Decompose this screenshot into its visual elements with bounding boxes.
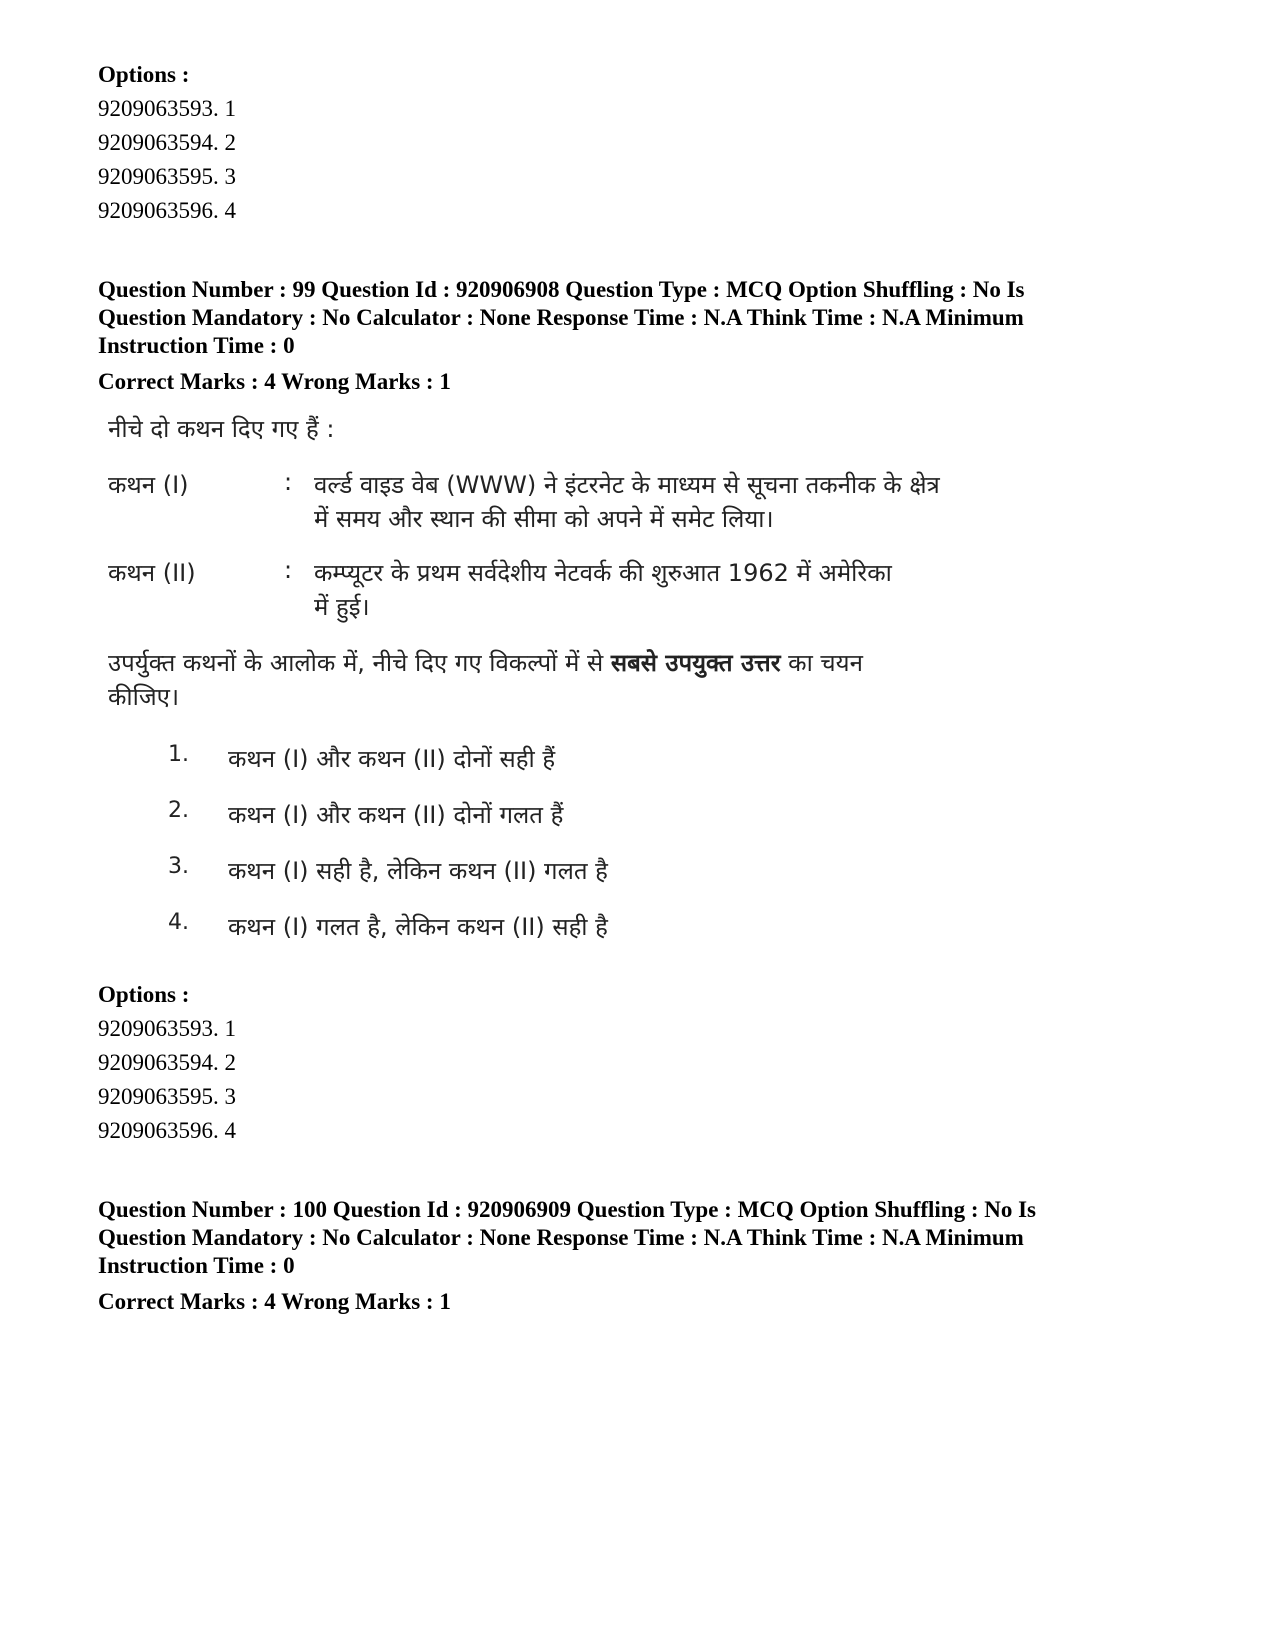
statement-colon: :	[284, 468, 293, 496]
choice-text: कथन (I) गलत है, लेकिन कथन (II) सही है	[228, 913, 608, 941]
answer-choice	[108, 798, 1008, 838]
question-99-header	[98, 276, 1178, 396]
question-header-line: Question Number : 100 Question Id : 920906909 Question Type : MCQ Option Shuffling : No Is	[98, 1197, 1037, 1222]
choice-text: कथन (I) सही है, लेकिन कथन (II) गलत है	[228, 857, 608, 885]
statement-text	[314, 556, 1004, 624]
answer-choice	[108, 910, 1008, 950]
marks-line: Correct Marks : 4 Wrong Marks : 1	[98, 1289, 451, 1314]
option-line: 9209063593. 1	[98, 1016, 236, 1041]
question-instruction	[108, 646, 1008, 714]
choice-number: 1.	[168, 742, 189, 767]
option-line: 9209063595. 3	[98, 1084, 236, 1109]
choice-text: कथन (I) और कथन (II) दोनों गलत हैं	[228, 801, 564, 829]
question-header-line: Question Mandatory : No Calculator : None Response Time : N.A Think Time : N.A Minimum	[98, 1225, 1024, 1250]
statement-1	[108, 468, 1008, 538]
instruction-line	[108, 646, 1008, 680]
statement-2	[108, 556, 1008, 626]
statement-text-line: में समय और स्थान की सीमा को अपने में समेट लिया।	[314, 505, 774, 533]
question-header-line: Question Number : 99 Question Id : 920906908 Question Type : MCQ Option Shuffling : No Is	[98, 277, 1025, 302]
question-99-body	[108, 412, 1008, 952]
statement-label: कथन (II)	[108, 559, 196, 587]
answer-choice	[108, 742, 1008, 782]
question-header-line: Instruction Time : 0	[98, 1253, 295, 1278]
statement-text-line: में हुई।	[314, 593, 370, 621]
statement-text-line: वर्ल्ड वाइड वेब (WWW) ने इंटरनेट के माध्यम से सूचना तकनीक के क्षेत्र	[314, 471, 940, 499]
choice-number: 4.	[168, 910, 189, 935]
question-100-header	[98, 1196, 1178, 1316]
statement-text	[314, 468, 1004, 536]
options-title: Options :	[98, 982, 190, 1007]
instruction-line: कीजिए।	[108, 683, 180, 711]
choice-number: 2.	[168, 798, 189, 823]
instruction-emphasis: सबसे उपयुक्त उत्तर	[610, 649, 781, 677]
choice-number: 3.	[168, 854, 189, 879]
question-header-line: Question Mandatory : No Calculator : None Response Time : N.A Think Time : N.A Minimum	[98, 305, 1024, 330]
option-line: 9209063594. 2	[98, 1050, 236, 1075]
options-block-top	[98, 58, 1178, 228]
option-line: 9209063594. 2	[98, 130, 236, 155]
question-header-line: Instruction Time : 0	[98, 333, 295, 358]
statement-colon: :	[284, 556, 293, 584]
choice-text: कथन (I) और कथन (II) दोनों सही हैं	[228, 745, 556, 773]
question-intro: नीचे दो कथन दिए गए हैं :	[108, 415, 335, 443]
instruction-text: का चयन	[780, 649, 863, 677]
answer-choice	[108, 854, 1008, 894]
marks-line: Correct Marks : 4 Wrong Marks : 1	[98, 369, 451, 394]
statement-label: कथन (I)	[108, 471, 189, 499]
options-title: Options :	[98, 62, 190, 87]
statement-text-line: कम्प्यूटर के प्रथम सर्वदेशीय नेटवर्क की शुरुआत 1962 में अमेरिका	[314, 559, 892, 587]
option-line: 9209063596. 4	[98, 198, 236, 223]
option-line: 9209063595. 3	[98, 164, 236, 189]
option-line: 9209063596. 4	[98, 1118, 236, 1143]
instruction-text: उपर्युक्त कथनों के आलोक में, नीचे दिए गए विकल्पों में से	[108, 649, 611, 677]
option-line: 9209063593. 1	[98, 96, 236, 121]
options-block-q99	[98, 978, 1178, 1148]
